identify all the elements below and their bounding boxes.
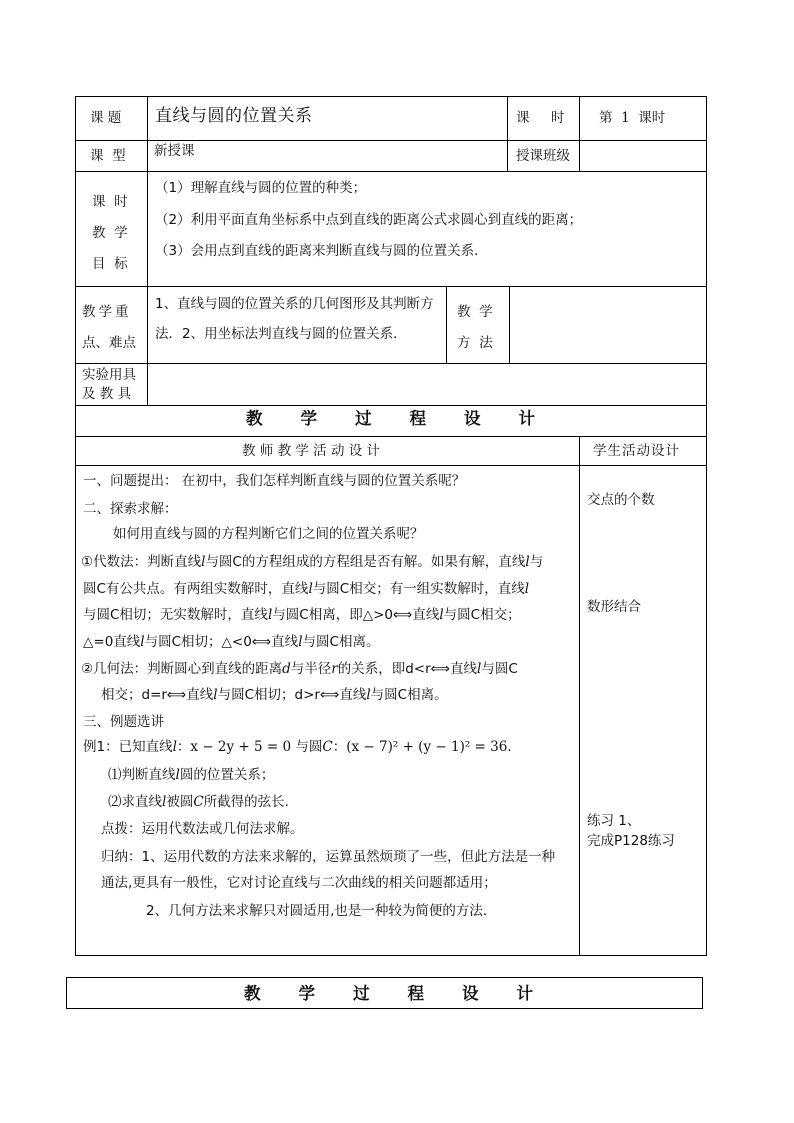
text-line: 相交；d=r⟺直线l与圆C相切；d>r⟺直线l与圆C相离。 [101,687,448,703]
col-divider [579,96,580,171]
student-column-header: 学生活动设计 [593,443,680,459]
teacher-column-header: 教 师 教 学 活 动 设 计 [242,443,381,459]
row-divider [75,405,707,406]
text-line: ⑵求直线l被圆C所截得的弦长． [108,794,299,810]
text-line: 与圆C相切；无实数解时，直线l与圆C相离，即△>0⟺直线l与圆C相交； [83,607,521,623]
row-divider [75,171,707,172]
period-value: 第 1 课时 [599,110,666,126]
col-divider [507,96,508,171]
key-points-line-2: 法．2、用坐标法判直线与圆的位置关系． [155,326,407,342]
col-divider [579,436,580,956]
key-points-label-1: 教学重 [82,304,132,320]
key-points-label-2: 点、难点 [82,335,136,351]
row-divider [75,363,707,364]
topic-label: 课 题 [90,110,122,126]
text-line: 圆C有公共点。有两组实数解时，直线l与圆C相交；有一组实数解时，直线l [83,581,530,597]
lesson-type-value: 新授课 [154,143,195,159]
footer-title: 教学过程设计 [244,984,571,1003]
key-points-line-1: 1、直线与圆的位置关系的几何图形及其判断方 [155,296,434,312]
row-divider [75,140,707,141]
class-label: 授课班级 [516,148,570,164]
text-line: 点拨：运用代数法或几何法求解。 [101,821,304,837]
goal-item: （3）会用点到直线的距离来判断直线与圆的位置关系． [155,243,488,259]
text-line: 2、几何方法来求解只对圆适用,也是一种较为简便的方法． [146,903,497,919]
goals-label-1: 课 时 [92,194,128,210]
col-divider [446,286,447,363]
goal-item: （1）理解直线与圆的位置的种类； [155,180,367,196]
method-label-2: 方 法 [457,335,493,351]
student-note: 练习 1、 [587,813,641,829]
goals-label-2: 教 学 [92,225,128,241]
text-line: 如何用直线与圆的方程判断它们之间的位置关系呢？ [113,526,424,542]
text-line: 例1：已知直线l：x − 2y + 5 = 0 与圆C：(x − 7)² + (y − 1)² = 36． [83,739,521,755]
col-divider [509,286,510,363]
text-line: 归纳：1、运用代数的方法来求解的，运算虽然烦琐了一些，但此方法是一种 [101,849,556,865]
row-divider [75,436,707,437]
student-note: 数形结合 [587,599,641,615]
text-line: 三、例题选讲 [83,714,164,730]
goals-label-3: 目 标 [92,256,128,272]
process-title: 教学过程设计 [246,409,573,428]
lesson-type-label: 课 型 [90,148,126,164]
row-divider [75,465,707,466]
text-line: 通法,更具有一般性，它对讨论直线与二次曲线的相关问题都适用； [101,875,497,891]
student-note: 完成P128练习 [587,833,675,849]
topic-value: 直线与圆的位置关系 [155,106,313,126]
student-note: 交点的个数 [587,492,655,508]
method-label-1: 教 学 [457,304,493,320]
equipment-label-1: 实验用具 [82,367,136,383]
text-line: △=0直线l与圆C相切；△<0⟺直线l与圆C相离。 [83,634,380,650]
row-divider [75,286,707,287]
text-line: ②几何法：判断圆心到直线的距离d与半径r的关系，即d<r⟺直线l与圆C [81,661,518,677]
text-line: 一、问题提出： 在初中，我们怎样判断直线与圆的位置关系呢？ [83,473,466,489]
text-line: 二、探索求解： [83,501,178,517]
col-divider [147,96,148,405]
goal-item: （2）利用平面直角坐标系中点到直线的距离公式求圆心到直线的距离； [155,212,583,228]
equipment-label-2: 及 教 具 [82,386,132,402]
text-line: ①代数法：判断直线l与圆C的方程组成的方程组是否有解。如果有解，直线l与 [81,554,544,570]
period-label: 课 时 [516,110,565,126]
text-line: ⑴判断直线l圆的位置关系； [108,767,275,783]
